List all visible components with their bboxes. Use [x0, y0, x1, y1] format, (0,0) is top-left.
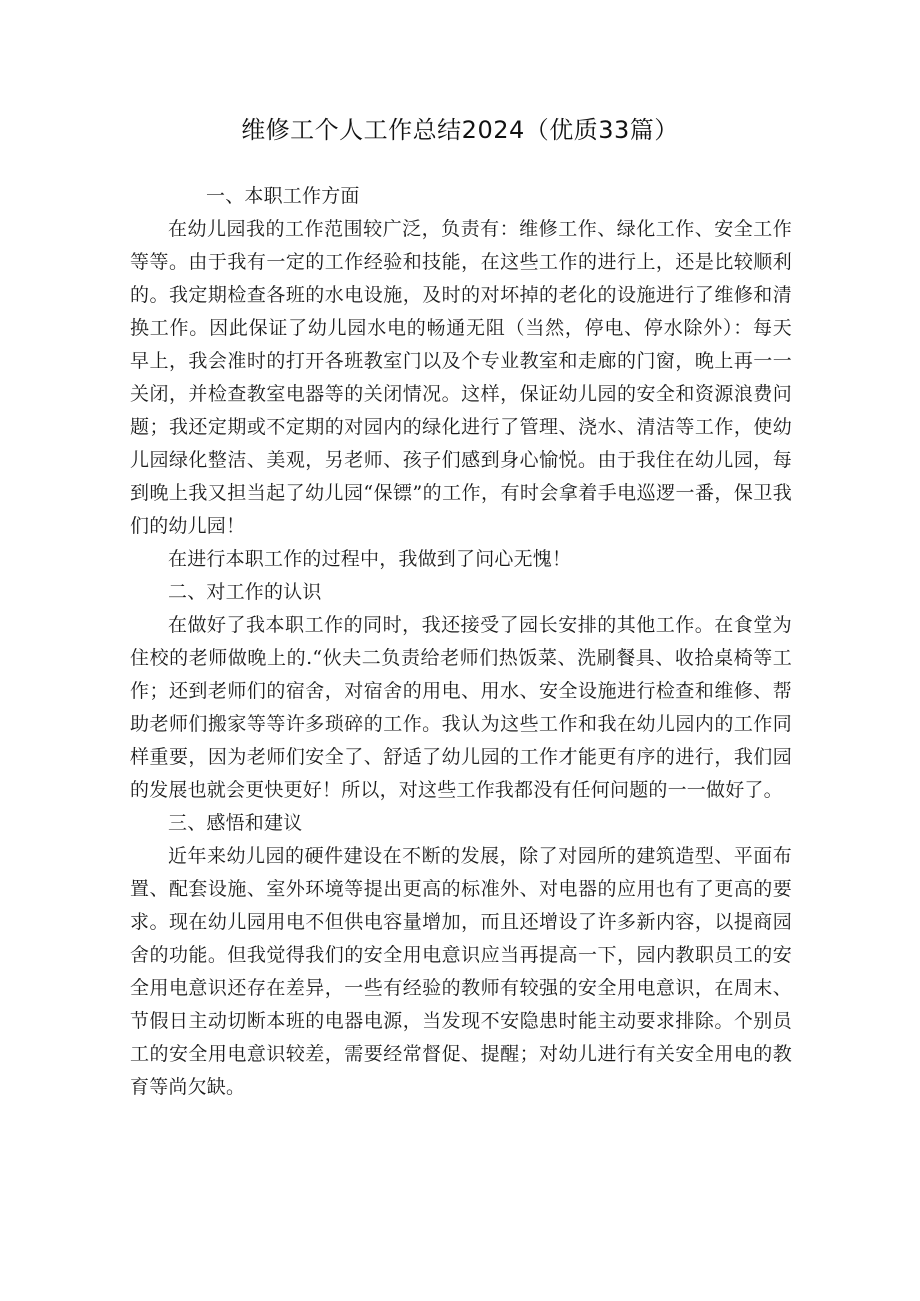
section-3-paragraph-1: 近年来幼儿园的硬件建设在不断的发展，除了对园所的建筑造型、平面布置、配套设施、室外环境等提出更高的标准外、对电器的应用也有了更高的要求。现在幼儿园用电不但供电容量增加，而且还增设了许多新内容，以提商园舍的功能。但我觉得我们的安全用电意识应当再提高一下，园内教职员工的安全用电意识还存在差异，一些有经验的教师有较强的安全用电意识，在周末、节假日主动切断本班的电器电源，当发现不安隐患时能主动要求排除。个别员工的安全用电意识较差，需要经常督促、提醒；对幼儿进行有关安全用电的教育等尚欠缺。	[130, 845, 792, 1098]
section-heading-3: 三、感悟和建议	[168, 812, 303, 834]
section-1-paragraph-1: 在幼儿园我的工作范围较广泛，负责有：维修工作、绿化工作、安全工作等等。由于我有一定的工作经验和技能，在这些工作的进行上，还是比较顺利的。我定期检查各班的水电设施，及时的对坏掉的老化的设施进行了维修和清换工作。因此保证了幼儿园水电的畅通无阻（当然，停电、停水除外）：每天早上，我会准时的打开各班教室门以及个专业教室和走廊的门窗，晚上再一一关闭，并检查教室电器等的关闭情况。这样，保证幼儿园的安全和资源浪费问题；我还定期或不定期的对园内的绿化进行了管理、浇水、清洁等工作，使幼儿园绿化整洁、美观，另老师、孩子们感到身心愉悦。由于我住在幼儿园，每到晚上我又担当起了幼儿园“保镖”的工作，有时会拿着手电巡逻一番，保卫我们的幼儿园！	[130, 218, 792, 537]
section-heading-1: 一、本职工作方面	[206, 185, 360, 207]
section-2-paragraph-1: 在做好了我本职工作的同时，我还接受了园长安排的其他工作。在食堂为住校的老师做晚上的.“伙夫二负责给老师们热饭菜、洗刷餐具、收拾桌椅等工作；还到老师们的宿舍，对宿舍的用电、用水、安全设施进行检查和维修、帮助老师们搬家等等许多琐碎的工作。我认为这些工作和我在幼儿园内的工作同样重要，因为老师们安全了、舒适了幼儿园的工作才能更有序的进行，我们园的发展也就会更快更好！所以，对这些工作我都没有任何问题的一一做好了。	[130, 614, 792, 801]
document-title: 维修工个人工作总结2024（优质33篇）	[241, 116, 679, 144]
document-body	[130, 180, 792, 1104]
section-heading-2: 二、对工作的认识	[168, 581, 322, 603]
section-1-paragraph-2: 在进行本职工作的过程中，我做到了问心无愧！	[168, 548, 572, 570]
